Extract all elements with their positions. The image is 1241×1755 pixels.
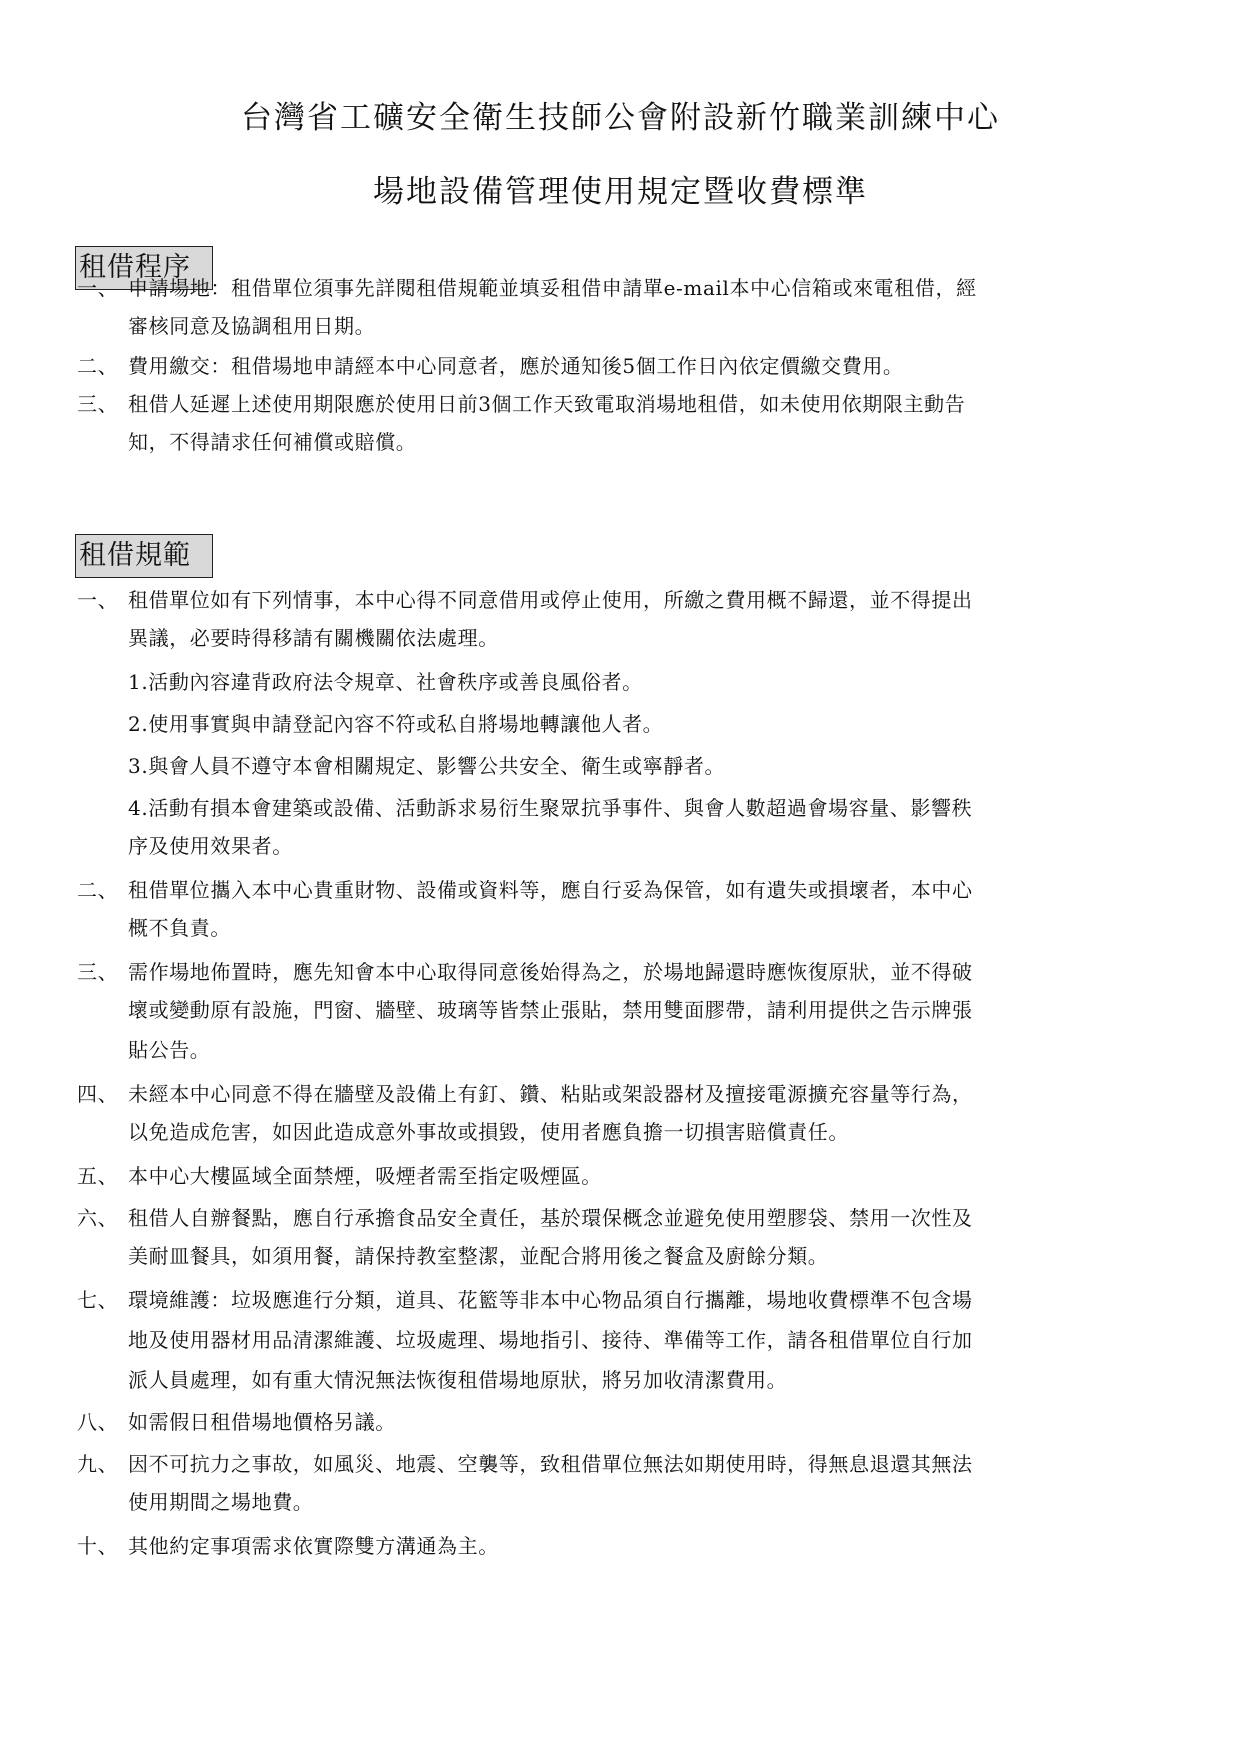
section-header-procedure: 租借程序	[75, 246, 213, 290]
item-number: 三、	[77, 960, 119, 984]
item-number: 一、	[77, 588, 119, 612]
item-number: 二、	[77, 878, 119, 902]
item-number: 九、	[77, 1452, 119, 1476]
item-text: 租借單位攜入本中心貴重財物、設備或資料等，應自行妥為保管，如有遺失或損壞者，本中心	[128, 878, 973, 902]
procedure-item-3	[77, 390, 965, 418]
item-text: 本中心大樓區域全面禁煙，吸煙者需至指定吸煙區。	[128, 1164, 602, 1188]
item-number: 二、	[77, 354, 119, 378]
rules-item-6-cont: 美耐皿餐具，如須用餐，請保持教室整潔，並配合將用後之餐盒及廚餘分類。	[128, 1244, 829, 1268]
item-text: 因不可抗力之事故，如風災、地震、空襲等，致租借單位無法如期使用時，得無息退還其無法	[128, 1452, 973, 1476]
item-number: 一、	[77, 276, 119, 300]
item-text: 申請場地：租借單位須事先詳閱租借規範並填妥租借申請單e-mail本中心信箱或來電租借，經	[128, 276, 977, 300]
item-text: 租借人自辦餐點，應自行承擔食品安全責任，基於環保概念並避免使用塑膠袋、禁用一次性及	[128, 1206, 973, 1230]
procedure-item-1	[77, 274, 977, 302]
item-number: 六、	[77, 1206, 119, 1230]
item-number: 十、	[77, 1534, 119, 1558]
rules-item-3	[77, 958, 973, 986]
procedure-item-3-cont: 知，不得請求任何補償或賠償。	[128, 430, 417, 454]
rules-item-3-cont-1: 壞或變動原有設施，門窗、牆壁、玻璃等皆禁止張貼，禁用雙面膠帶，請利用提供之告示牌張	[128, 998, 973, 1022]
item-number: 三、	[77, 392, 119, 416]
item-text: 費用繳交：租借場地申請經本中心同意者，應於通知後5個工作日內依定價繳交費用。	[128, 354, 904, 378]
rules-item-7-cont-1: 地及使用器材用品清潔維護、垃圾處理、場地指引、接待、準備等工作，請各租借單位自行加	[128, 1328, 973, 1352]
rules-item-5	[77, 1162, 602, 1190]
rules-item-6	[77, 1204, 973, 1232]
rules-item-4-cont: 以免造成危害，如因此造成意外事故或損毀，使用者應負擔一切損害賠償責任。	[128, 1120, 849, 1144]
item-number: 七、	[77, 1288, 119, 1312]
rules-item-2	[77, 876, 973, 904]
item-text: 如需假日租借場地價格另議。	[128, 1410, 396, 1434]
document-subtitle: 場地設備管理使用規定暨收費標準	[373, 174, 868, 210]
item-text: 租借人延遲上述使用期限應於使用日前3個工作天致電取消場地租借，如未使用依期限主動告	[128, 392, 966, 416]
item-text: 租借單位如有下列情事，本中心得不同意借用或停止使用，所繳之費用概不歸還，並不得提出	[128, 588, 973, 612]
item-text: 環境維護：垃圾應進行分類，道具、花籃等非本中心物品須自行攜離，場地收費標準不包含場	[128, 1288, 973, 1312]
procedure-item-2	[77, 352, 904, 380]
item-number: 五、	[77, 1164, 119, 1188]
rules-item-4	[77, 1080, 973, 1108]
rules-item-7-cont-2: 派人員處理，如有重大情況無法恢復租借場地原狀，將另加收清潔費用。	[128, 1368, 788, 1392]
rules-item-1-cont: 異議，必要時得移請有關機關依法處理。	[128, 626, 499, 650]
item-number: 八、	[77, 1410, 119, 1434]
rules-item-9-cont: 使用期間之場地費。	[128, 1490, 314, 1514]
rules-item-1-sub-4: 4.活動有損本會建築或設備、活動訴求易衍生聚眾抗爭事件、與會人數超過會場容量、影響秩	[128, 796, 973, 820]
procedure-item-1-cont: 審核同意及協調租用日期。	[128, 314, 376, 338]
rules-item-7	[77, 1286, 973, 1314]
item-number: 四、	[77, 1082, 119, 1106]
rules-item-3-cont-2: 貼公告。	[128, 1038, 211, 1062]
rules-item-10	[77, 1532, 499, 1560]
item-text: 需作場地佈置時，應先知會本中心取得同意後始得為之，於場地歸還時應恢復原狀，並不得破	[128, 960, 973, 984]
rules-item-1-sub-3: 3.與會人員不遵守本會相關規定、影響公共安全、衛生或寧靜者。	[128, 754, 726, 778]
rules-item-1-sub-1: 1.活動內容違背政府法令規章、社會秩序或善良風俗者。	[128, 670, 643, 694]
item-text: 未經本中心同意不得在牆壁及設備上有釘、鑽、粘貼或架設器材及擅接電源擴充容量等行為，	[128, 1082, 973, 1106]
rules-item-9	[77, 1450, 973, 1478]
section-header-rules: 租借規範	[75, 534, 213, 578]
rules-item-8	[77, 1408, 396, 1436]
rules-item-1-sub-4-cont: 序及使用效果者。	[128, 834, 293, 858]
rules-item-1	[77, 586, 973, 614]
rules-item-1-sub-2: 2.使用事實與申請登記內容不符或私自將場地轉讓他人者。	[128, 712, 664, 736]
item-text: 其他約定事項需求依實際雙方溝通為主。	[128, 1534, 499, 1558]
rules-item-2-cont: 概不負責。	[128, 916, 231, 940]
document-title: 台灣省工礦安全衛生技師公會附設新竹職業訓練中心	[241, 100, 1000, 136]
